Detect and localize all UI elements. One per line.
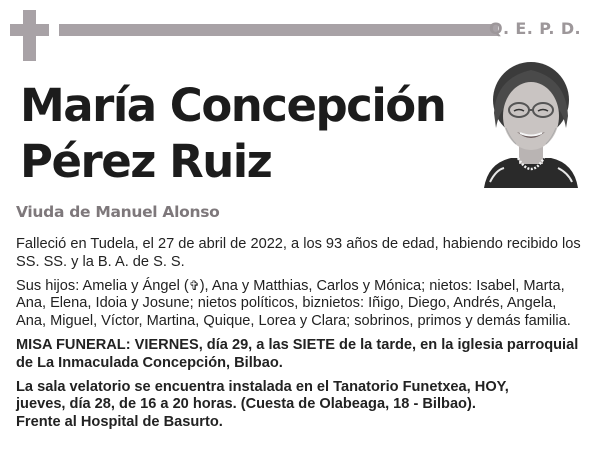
portrait-photo [476,58,586,188]
header-rule [59,24,498,36]
deceased-name [20,78,460,190]
family-text-start: Sus hijos: Amelia y Ángel ( [16,277,189,294]
portrait-photo-icon [476,58,586,188]
wake-line-3: Frente al Hospital de Basurto. [16,414,223,431]
wake-line-2: jueves, día 28, de 16 a 20 horas. (Cuesta de Olabeaga, 18 - Bilbao). [16,396,476,413]
notice-body [16,236,586,438]
family-paragraph [16,278,586,331]
deceased-cross-icon: ✞ [188,278,200,294]
qepd-label: Q. E. P. D. [488,19,581,38]
subtitle-widow: Viuda de Manuel Alonso [16,203,220,221]
death-paragraph: Falleció en Tudela, el 27 de abril de 2022, a los 93 años de edad, habiendo recibido los SS. SS. y la B. A. de S. S. [16,236,581,270]
name-line-1: María Concepción [20,79,446,132]
cross-icon-bar [10,24,49,36]
wake-line-1: La sala velatorio se encuentra instalada en el Tanatorio Funetxea, HOY, [16,378,509,395]
funeral-mass-paragraph: MISA FUNERAL: VIERNES, día 29, a las SIETE de la tarde, en la iglesia parroquial de La Inmaculada Concepción, Bilbao. [16,336,579,371]
wake-paragraph [16,379,586,432]
name-line-2: Pérez Ruiz [20,135,272,188]
family-text-end: ), Ana y Matthias, Carlos y Mónica; nietos: Isabel, Marta, Ana, Elena, Idoia y Josune; nietos políticos, biznietos: Iñigo, Diego, Andrés, Angela, Ana, Miguel, Víctor, Martina, Quique, Lorea y Clara; sobrinos, primos y demás familia. [16,277,571,330]
